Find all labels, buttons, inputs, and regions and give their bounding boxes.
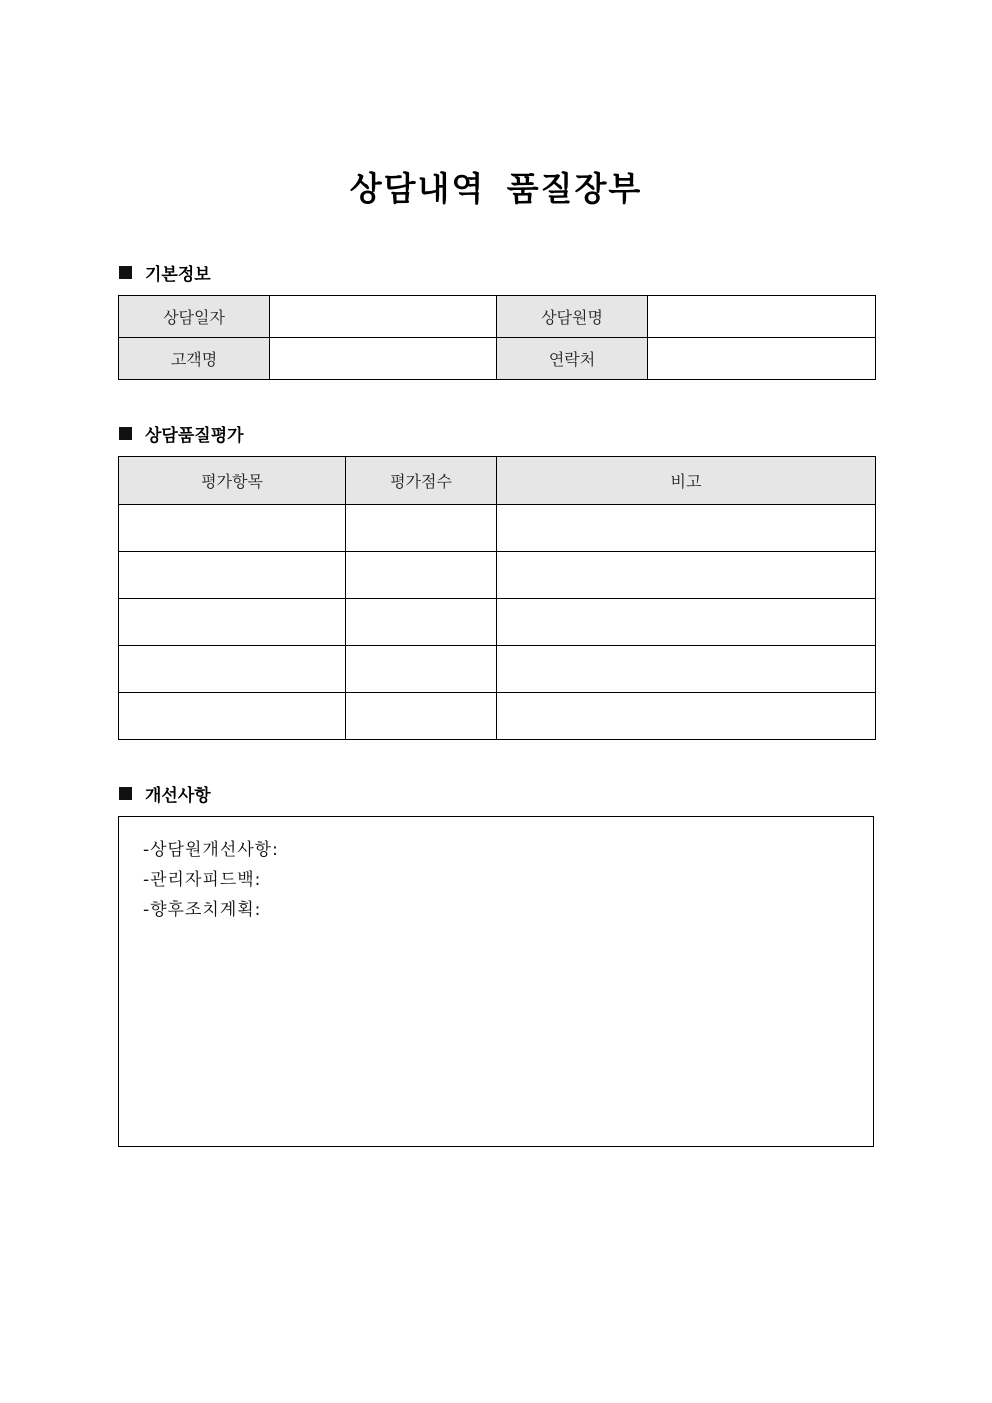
section-heading-improvements — [119, 781, 211, 806]
table-header-row — [119, 457, 876, 505]
table-row — [119, 338, 876, 380]
manager-feedback-line: -관리자피드백: — [143, 870, 262, 890]
item-cell[interactable] — [119, 693, 346, 740]
table-row — [119, 693, 876, 740]
square-bullet-icon — [119, 787, 132, 800]
square-bullet-icon — [119, 427, 132, 440]
score-cell[interactable] — [346, 646, 497, 693]
consult-date-field[interactable] — [270, 296, 497, 338]
document-title: 상담내역 품질장부 — [349, 169, 643, 208]
remarks-cell[interactable] — [497, 552, 876, 599]
item-cell[interactable] — [119, 646, 346, 693]
label-contact: 연락처 — [497, 338, 648, 380]
score-cell[interactable] — [346, 693, 497, 740]
agent-improvement-line: -상담원개선사항: — [143, 840, 279, 860]
table-row — [119, 505, 876, 552]
remarks-cell[interactable] — [497, 505, 876, 552]
contact-field[interactable] — [648, 338, 876, 380]
remarks-cell[interactable] — [497, 693, 876, 740]
item-cell[interactable] — [119, 505, 346, 552]
improvements-box[interactable] — [118, 816, 874, 1147]
item-cell[interactable] — [119, 552, 346, 599]
score-cell[interactable] — [346, 505, 497, 552]
section-heading-evaluation — [119, 421, 244, 446]
basic-info-table — [118, 295, 876, 380]
table-row — [119, 296, 876, 338]
remarks-cell[interactable] — [497, 599, 876, 646]
label-agent-name: 상담원명 — [497, 296, 648, 338]
square-bullet-icon — [119, 266, 132, 279]
table-row — [119, 646, 876, 693]
column-header-remarks: 비고 — [497, 457, 876, 505]
section-heading-basic-info — [119, 260, 211, 285]
agent-name-field[interactable] — [648, 296, 876, 338]
column-header-score: 평가점수 — [346, 457, 497, 505]
table-row — [119, 552, 876, 599]
section-heading-label: 개선사항 — [145, 786, 211, 806]
score-cell[interactable] — [346, 552, 497, 599]
label-customer-name: 고객명 — [119, 338, 270, 380]
remarks-cell[interactable] — [497, 646, 876, 693]
item-cell[interactable] — [119, 599, 346, 646]
section-heading-label: 기본정보 — [145, 265, 211, 285]
table-row — [119, 599, 876, 646]
customer-name-field[interactable] — [270, 338, 497, 380]
section-heading-label: 상담품질평가 — [145, 426, 244, 446]
evaluation-table — [118, 456, 876, 740]
score-cell[interactable] — [346, 599, 497, 646]
label-consult-date: 상담일자 — [119, 296, 270, 338]
column-header-item: 평가항목 — [119, 457, 346, 505]
follow-up-plan-line: -향후조치계획: — [143, 900, 262, 920]
